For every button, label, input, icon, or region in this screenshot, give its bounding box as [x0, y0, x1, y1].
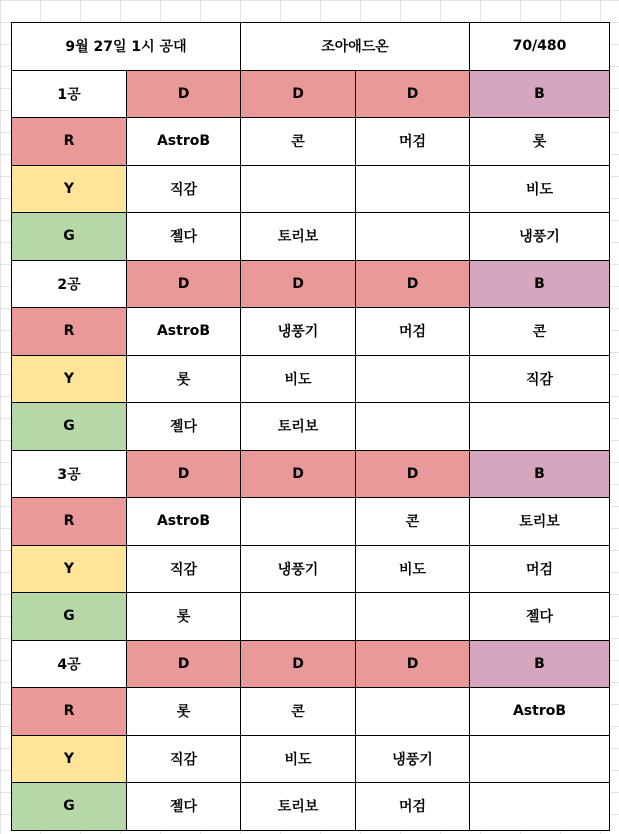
- group-header-row: [12, 450, 610, 498]
- party-row: [12, 783, 610, 831]
- member-cell[interactable]: [356, 593, 470, 641]
- member-cell[interactable]: [470, 403, 610, 451]
- role-header-cell[interactable]: B: [470, 260, 610, 308]
- member-cell[interactable]: 롯: [127, 593, 241, 641]
- party-row: [12, 593, 610, 641]
- role-header-cell[interactable]: D: [241, 260, 356, 308]
- member-cell[interactable]: 머검: [470, 545, 610, 593]
- role-header-cell[interactable]: D: [356, 70, 470, 118]
- member-cell[interactable]: 토리보: [241, 213, 356, 261]
- member-cell[interactable]: [470, 783, 610, 831]
- role-header-cell[interactable]: D: [241, 640, 356, 688]
- member-cell[interactable]: 젤다: [470, 593, 610, 641]
- group-header-row: [12, 70, 610, 118]
- member-cell[interactable]: 직감: [127, 165, 241, 213]
- member-cell[interactable]: [356, 165, 470, 213]
- party-label-cell[interactable]: R: [12, 308, 127, 356]
- role-header-cell[interactable]: D: [241, 70, 356, 118]
- member-cell[interactable]: 머검: [356, 308, 470, 356]
- member-cell[interactable]: AstroB: [127, 498, 241, 546]
- role-header-cell[interactable]: B: [470, 450, 610, 498]
- member-cell[interactable]: 콘: [241, 118, 356, 166]
- party-row: [12, 545, 610, 593]
- group-header-row: [12, 640, 610, 688]
- member-cell[interactable]: 냉풍기: [241, 308, 356, 356]
- member-cell[interactable]: 비도: [241, 735, 356, 783]
- role-header-cell[interactable]: D: [127, 640, 241, 688]
- role-header-cell[interactable]: D: [241, 450, 356, 498]
- role-header-cell[interactable]: D: [356, 640, 470, 688]
- party-row: [12, 308, 610, 356]
- header-party-cell[interactable]: 조아애드온: [241, 23, 470, 71]
- member-cell[interactable]: 냉풍기: [470, 213, 610, 261]
- group-label-cell[interactable]: 2공: [12, 260, 127, 308]
- member-cell[interactable]: 롯: [127, 355, 241, 403]
- member-cell[interactable]: AstroB: [127, 118, 241, 166]
- member-cell[interactable]: 토리보: [241, 783, 356, 831]
- header-title-cell[interactable]: 9월 27일 1시 공대: [12, 23, 241, 71]
- header-progress-cell[interactable]: 70/480: [470, 23, 610, 71]
- party-label-cell[interactable]: R: [12, 688, 127, 736]
- member-cell[interactable]: 젤다: [127, 403, 241, 451]
- member-cell[interactable]: 머검: [356, 783, 470, 831]
- member-cell[interactable]: AstroB: [470, 688, 610, 736]
- party-label-cell[interactable]: G: [12, 213, 127, 261]
- group-label-cell[interactable]: 1공: [12, 70, 127, 118]
- role-header-cell[interactable]: D: [356, 260, 470, 308]
- member-cell[interactable]: [356, 403, 470, 451]
- member-cell[interactable]: [241, 165, 356, 213]
- role-header-cell[interactable]: B: [470, 70, 610, 118]
- party-row: [12, 213, 610, 261]
- role-header-cell[interactable]: D: [127, 260, 241, 308]
- member-cell[interactable]: 젤다: [127, 213, 241, 261]
- member-cell[interactable]: 머검: [356, 118, 470, 166]
- party-row: [12, 498, 610, 546]
- party-label-cell[interactable]: Y: [12, 165, 127, 213]
- group-label-cell[interactable]: 3공: [12, 450, 127, 498]
- member-cell[interactable]: 냉풍기: [356, 735, 470, 783]
- member-cell[interactable]: [241, 498, 356, 546]
- party-row: [12, 165, 610, 213]
- member-cell[interactable]: [356, 213, 470, 261]
- group-label-cell[interactable]: 4공: [12, 640, 127, 688]
- member-cell[interactable]: 젤다: [127, 783, 241, 831]
- party-row: [12, 735, 610, 783]
- party-label-cell[interactable]: G: [12, 783, 127, 831]
- party-label-cell[interactable]: R: [12, 118, 127, 166]
- party-row: [12, 403, 610, 451]
- header-row: [12, 23, 610, 71]
- party-row: [12, 688, 610, 736]
- member-cell[interactable]: [356, 355, 470, 403]
- member-cell[interactable]: [470, 735, 610, 783]
- member-cell[interactable]: 직감: [127, 545, 241, 593]
- role-header-cell[interactable]: D: [127, 450, 241, 498]
- member-cell[interactable]: [241, 593, 356, 641]
- member-cell[interactable]: 토리보: [241, 403, 356, 451]
- member-cell[interactable]: 비도: [241, 355, 356, 403]
- party-row: [12, 355, 610, 403]
- member-cell[interactable]: 직감: [470, 355, 610, 403]
- raid-schedule-table: [11, 22, 610, 831]
- party-label-cell[interactable]: G: [12, 403, 127, 451]
- party-label-cell[interactable]: Y: [12, 735, 127, 783]
- member-cell[interactable]: 비도: [470, 165, 610, 213]
- member-cell[interactable]: 콘: [470, 308, 610, 356]
- member-cell[interactable]: 직감: [127, 735, 241, 783]
- member-cell[interactable]: 롯: [127, 688, 241, 736]
- party-label-cell[interactable]: Y: [12, 545, 127, 593]
- member-cell[interactable]: 토리보: [470, 498, 610, 546]
- member-cell[interactable]: 비도: [356, 545, 470, 593]
- member-cell[interactable]: 콘: [241, 688, 356, 736]
- party-label-cell[interactable]: G: [12, 593, 127, 641]
- party-row: [12, 118, 610, 166]
- member-cell[interactable]: AstroB: [127, 308, 241, 356]
- party-label-cell[interactable]: Y: [12, 355, 127, 403]
- party-label-cell[interactable]: R: [12, 498, 127, 546]
- member-cell[interactable]: [356, 688, 470, 736]
- member-cell[interactable]: 냉풍기: [241, 545, 356, 593]
- member-cell[interactable]: 콘: [356, 498, 470, 546]
- role-header-cell[interactable]: D: [356, 450, 470, 498]
- role-header-cell[interactable]: B: [470, 640, 610, 688]
- member-cell[interactable]: 롯: [470, 118, 610, 166]
- group-header-row: [12, 260, 610, 308]
- role-header-cell[interactable]: D: [127, 70, 241, 118]
